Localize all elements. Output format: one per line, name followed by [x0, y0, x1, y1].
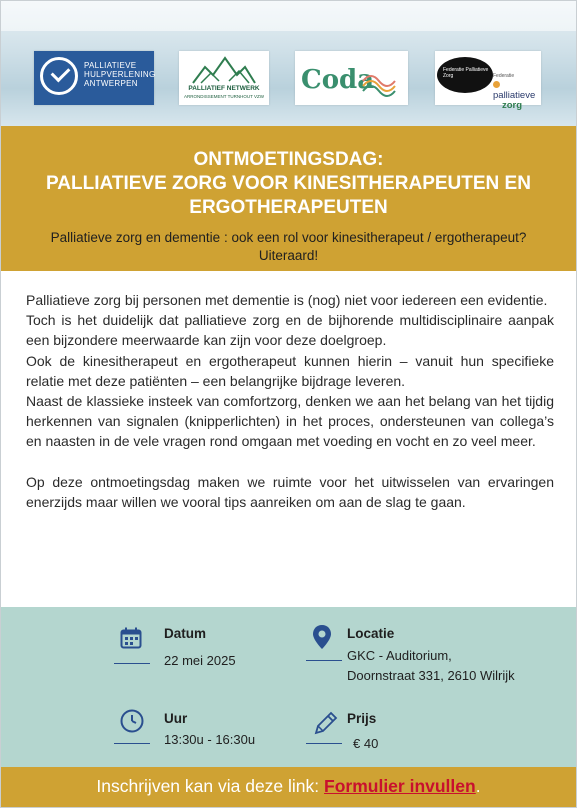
logo-palliatief-netwerk	[179, 51, 269, 105]
page-title: ONTMOETINGSDAG: PALLIATIEVE ZORG VOOR KINESITHERAPEUTEN EN ERGOTHERAPEUTEN	[46, 149, 531, 218]
time-label: Uur	[164, 711, 188, 726]
footer-text: Inschrijven kan via deze link:	[96, 776, 325, 796]
mountains-icon	[191, 55, 257, 85]
logo-palliatieve-hulpverlening-antwerpen	[34, 51, 154, 105]
calendar-icon	[120, 627, 142, 649]
location-pin-icon	[312, 624, 332, 650]
date-label: Datum	[164, 626, 207, 641]
paragraph: Toch is het duidelijk dat palliatieve zorg en de bijhorende multidisciplinaire aanpak een bijzondere meerwaarde kan zijn voor deze doelgroep.	[26, 312, 554, 349]
pencil-icon	[312, 711, 338, 737]
logo2-name: PALLIATIEF NETWERK	[188, 85, 260, 92]
price-label: Prijs	[347, 711, 377, 726]
logo1-line: HULPVERLENING	[84, 70, 156, 79]
body-text	[26, 290, 554, 512]
check-circle-icon	[40, 57, 78, 95]
info-band	[1, 607, 576, 767]
paragraph: Naast de klassieke insteek van comfortzorg, denken we aan het belang van het tijdig herkennen van signalen (knipperlichten) in het proces, ondersteunen van collega’s en naasten in de vele vragen rond omgaan met voeding en vocht en zo veel meer.	[26, 393, 554, 450]
paragraph: Ook de kinesitherapeut en ergotherapeut kunnen hierin – vanuit hun specifieke relatie met deze patiënten – een belangrijke bijdrage leveren.	[26, 352, 554, 389]
divider	[306, 743, 342, 744]
logo-coda	[295, 51, 408, 105]
register-link[interactable]: Formulier invullen	[324, 776, 476, 796]
logo-federatie-palliatieve-zorg: Federatie Palliatieve Zorg Federatie palliatieve zorg	[435, 51, 541, 105]
waves-icon	[357, 57, 403, 101]
time-value: 13:30u - 16:30u	[164, 732, 256, 747]
clock-icon	[120, 709, 144, 733]
price-value: € 40	[353, 736, 379, 751]
divider	[114, 743, 150, 744]
logo1-line: PALLIATIEVE	[84, 61, 137, 70]
logo2-sub: ARRONDISSEMENT TURNHOUT VZW	[183, 94, 264, 99]
divider	[114, 663, 150, 664]
logo4-oval: Federatie Palliatieve Zorg	[437, 57, 493, 93]
paragraph: Palliatieve zorg bij personen met dementie is (nog) niet voor iedereen een evidentie.	[26, 292, 548, 308]
logo1-line: ANTWERPEN	[84, 79, 138, 88]
paragraph: Op deze ontmoetingsdag maken we ruimte voor het uitwisselen van ervaringen enerzijds maar willen we vooral tips aanreiken om aan de slag te gaan.	[26, 473, 554, 510]
location-value: GKC - Auditorium, Doornstraat 331, 2610 Wilrijk	[347, 648, 515, 683]
divider	[306, 660, 342, 661]
logo3-name: Coda	[301, 65, 375, 95]
footer-end: .	[475, 776, 481, 796]
page-subtitle: Palliatieve zorg en dementie : ook een rol voor kinesitherapeut / ergotherapeut? Uiteraard!	[50, 230, 527, 263]
footer	[1, 767, 576, 807]
logo-band	[1, 1, 576, 126]
date-value: 22 mei 2025	[164, 653, 236, 668]
dot-icon	[493, 81, 500, 88]
title-band	[1, 126, 576, 271]
location-label: Locatie	[347, 626, 395, 641]
